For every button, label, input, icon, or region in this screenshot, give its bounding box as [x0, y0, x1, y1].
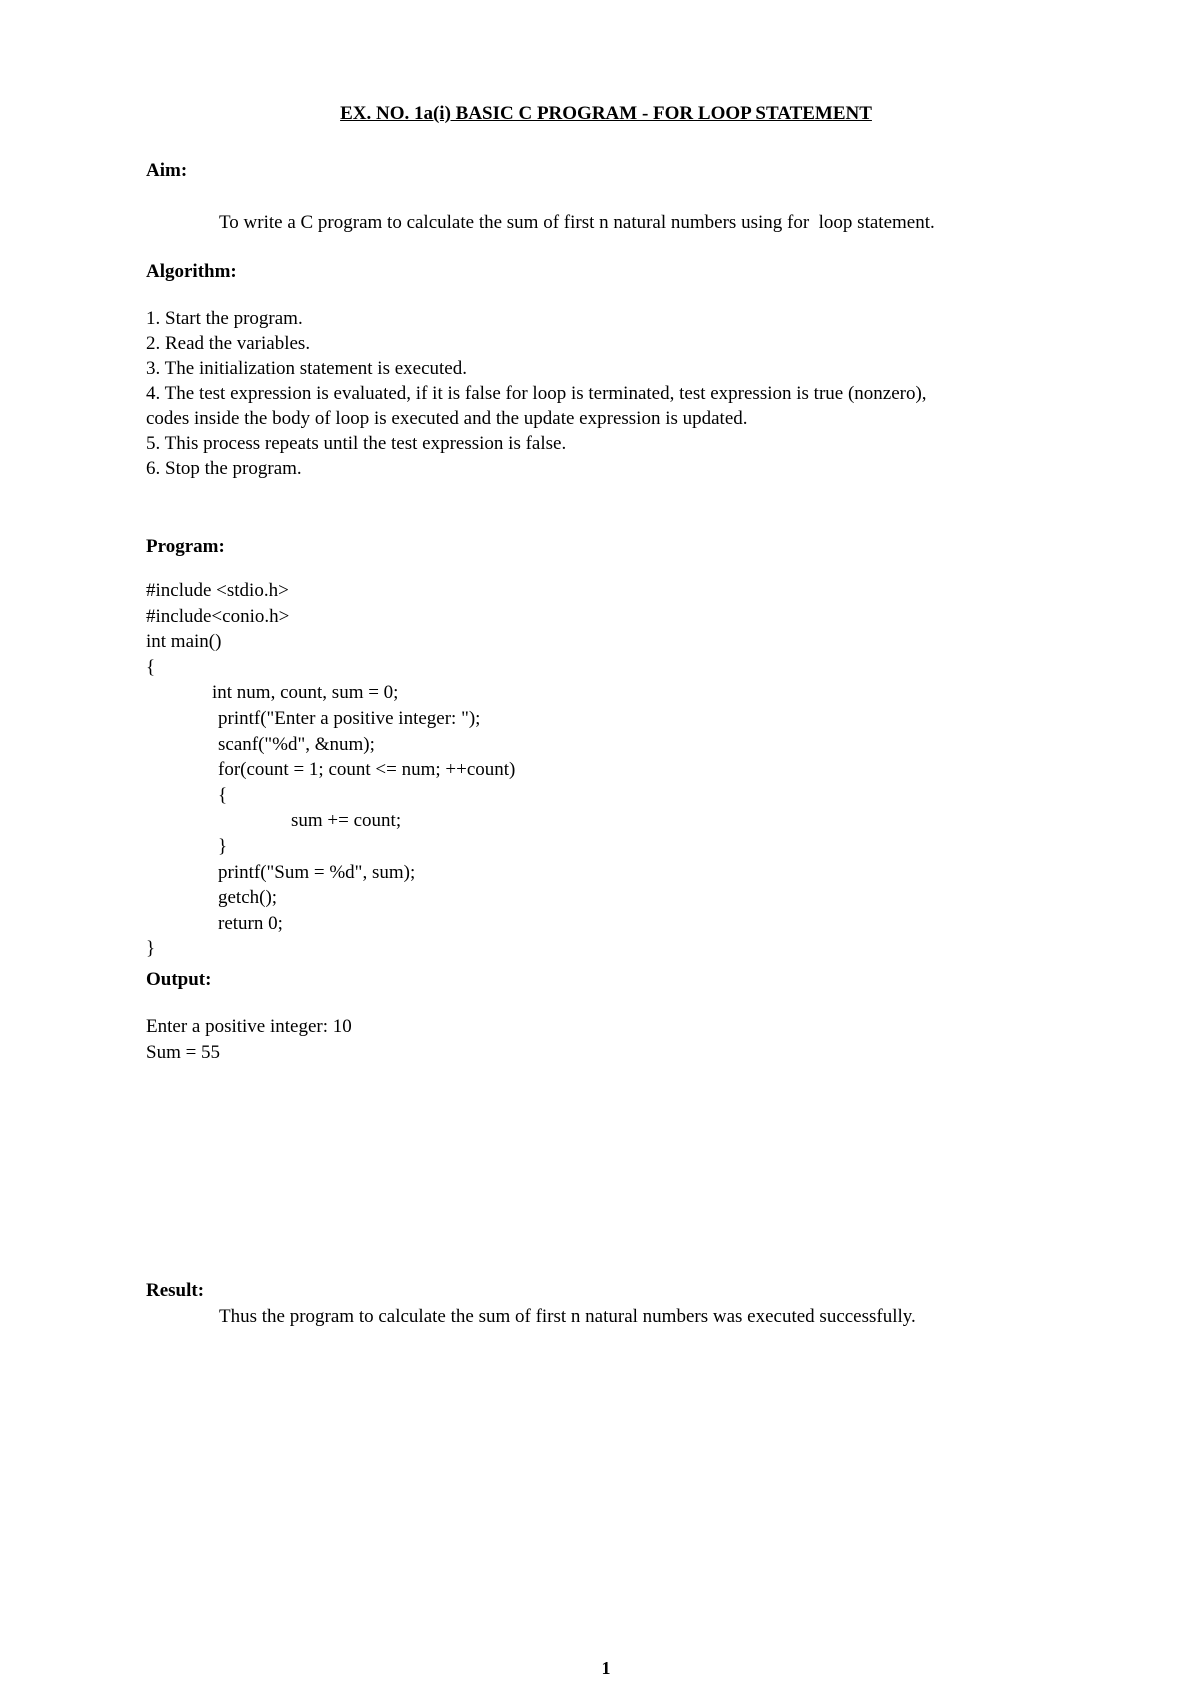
code-line: printf("Enter a positive integer: ");	[218, 707, 481, 729]
code-line: scanf("%d", &num);	[218, 733, 375, 755]
output-line: Sum = 55	[146, 1042, 221, 1063]
code-line: }	[146, 938, 156, 960]
algorithm-step: 4. The test expression is evaluated, if it is false for loop is terminated, test expression is true (nonzero), codes inside the body of loop is executed and the update expression is updated.	[146, 383, 927, 429]
algorithm-step: 6. Stop the program.	[146, 458, 302, 479]
algorithm-heading: Algorithm:	[146, 261, 237, 282]
code-line: #include <stdio.h>	[146, 580, 289, 601]
program-code	[146, 578, 515, 962]
program-heading: Program:	[146, 536, 225, 557]
algorithm-step: 5. This process repeats until the test expression is false.	[146, 433, 567, 454]
page-number: 1	[601, 1658, 611, 1678]
code-line: int num, count, sum = 0;	[212, 682, 399, 704]
code-line: int main()	[146, 631, 222, 653]
algorithm-steps	[146, 306, 936, 481]
page-title: EX. NO. 1a(i) BASIC C PROGRAM - FOR LOOP STATEMENT	[340, 103, 872, 124]
code-line: return 0;	[218, 912, 283, 934]
code-line: sum += count;	[291, 810, 402, 832]
code-line: for(count = 1; count <= num; ++count)	[218, 759, 516, 781]
code-line: getch();	[218, 887, 278, 909]
result-heading: Result:	[146, 1280, 205, 1301]
output-line: Enter a positive integer: 10	[146, 1016, 352, 1037]
code-line: #include<conio.h>	[146, 605, 290, 627]
aim-heading: Aim:	[146, 160, 188, 181]
code-line: {	[146, 656, 156, 678]
aim-text: To write a C program to calculate the sum of first n natural numbers using for loop statement.	[219, 212, 935, 233]
code-line: printf("Sum = %d", sum);	[218, 861, 416, 883]
code-line: {	[218, 784, 228, 806]
output-heading: Output:	[146, 969, 212, 990]
code-line: }	[218, 835, 228, 857]
output-text	[146, 1014, 352, 1066]
algorithm-step: 1. Start the program.	[146, 308, 303, 329]
result-text: Thus the program to calculate the sum of first n natural numbers was executed successfully.	[219, 1306, 916, 1327]
algorithm-step: 3. The initialization statement is executed.	[146, 358, 467, 379]
algorithm-step: 2. Read the variables.	[146, 333, 311, 354]
